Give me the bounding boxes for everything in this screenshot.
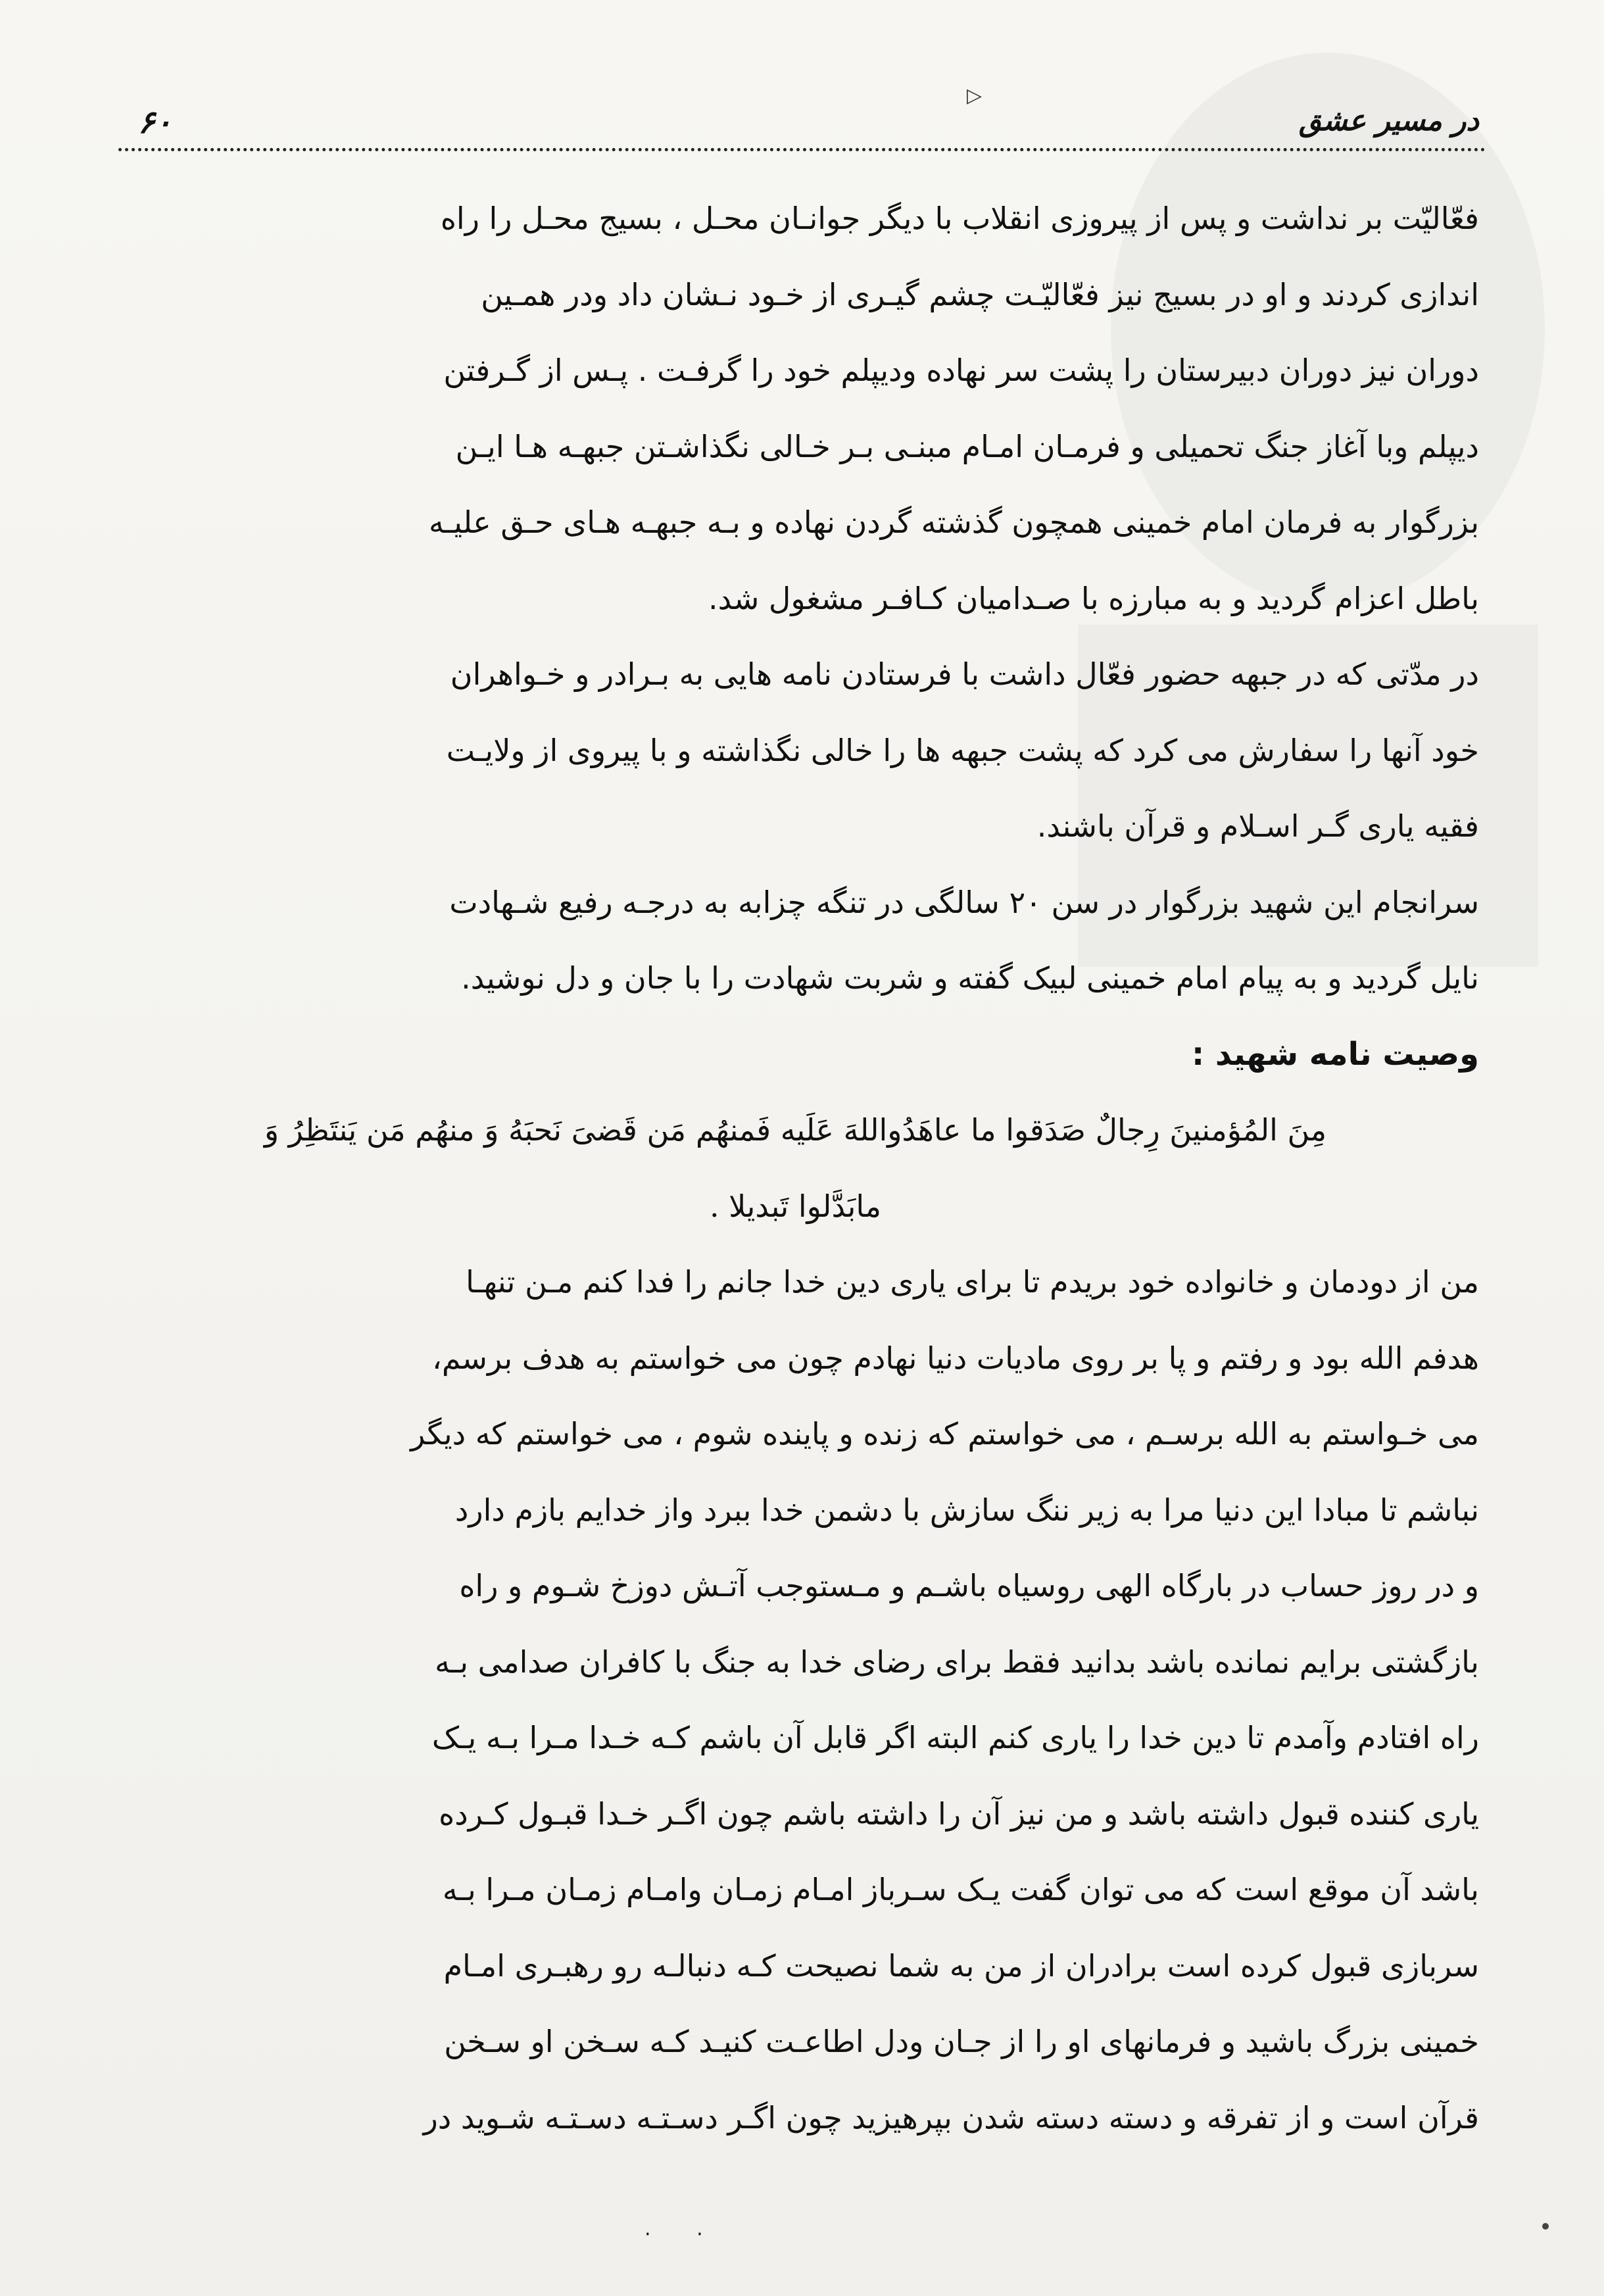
page-body (112, 181, 1479, 2156)
text-line: سرانجام این شهید بزرگوار در سن ۲۰ سالگی در تنگه چزابه به درجـه رفیع شـهادت (449, 884, 1479, 920)
text-line: یاری کننده قبول داشته باشد و من نیز آن را داشته باشم چون اگـر خـدا قبـول کـرده (439, 1795, 1479, 1832)
quran-verse (112, 1092, 1479, 1244)
text-line: فقیه یاری گـر اسـلام و قرآن باشند. (1036, 808, 1479, 844)
text-line: سربازی قبول کرده است برادران از من به شما نصیحت کـه دنبالـه رو رهبـری امـام (443, 1947, 1479, 1984)
scan-speckles: · · (644, 2223, 723, 2246)
text-line: باشد آن موقع است که می توان گفت یـک سـرباز امـام زمـان وامـام زمـان مـرا بـه (442, 1872, 1479, 1907)
text-line: بزرگوار به فرمان امام خمینی همچون گذشته گردن نهاده و بـه جبهـه هـای حـق علیـه (429, 504, 1479, 540)
will-heading: وصیت نامه شهید : (1191, 1035, 1479, 1073)
running-header (118, 99, 1486, 151)
text-line: بازگشتی برایم نمانده باشد بدانید فقط برای رضای خدا به جنگ با کافران صدامی بـه (435, 1644, 1479, 1680)
book-title: در مسیر عشق (1298, 104, 1479, 137)
text-line: دوران نیز دوران دبیرستان را پشت سر نهاده ودیپلم خود را گرفـت . پـس از گـرفتن (443, 353, 1479, 388)
text-line: دیپلم وبا آغاز جنگ تحمیلی و فرمـان امـام مبنـی بـر خـالی نگذاشـتن جبهـه هـا ایـن (455, 428, 1479, 464)
text-line: نباشم تا مبادا این دنیا مرا به زیر ننگ سازش با دشمن خدا ببرد واز خدایم بازم دارد (454, 1492, 1479, 1528)
text-line: من از دودمان و خانواده خود بریدم تا برای یاری دین خدا جانم را فدا کنم مـن تنهـا (466, 1264, 1479, 1300)
text-line: اندازی کردند و او در بسیج نیز فعّالیّـت چشم گیـری از خـود نـشان داد ودر همـین (481, 276, 1479, 312)
verse-line: مِنَ المُؤمنینَ رِجالٌ صَدَقوا ما عاهَدُواللهَ عَلَیه فَمنهُم مَن قَضیَ نَحبَهُ وَ منهُم مَن یَنتَظِرُ وَ (264, 1112, 1327, 1148)
paragraph-martyrdom (112, 865, 1479, 1017)
text-line: در مدّتی که در جبهه حضور فعّال داشت با فرستادن نامه هایی به بـرادر و خـواهران (450, 656, 1479, 692)
paragraph-will (112, 1244, 1479, 2156)
text-line: و در روز حساب در بارگاه الهی روسیاه باشـم و مـستوجب آتـش دوزخ شـوم و راه (459, 1568, 1479, 1603)
text-line: قرآن است و از تفرقه و دسته دسته شدن بپرهیزید چون اگـر دسـتـه دسـتـه شـوید در (423, 2099, 1479, 2136)
text-line: نایل گردید و به پیام امام خمینی لبیک گفته و شربت شهادت را با جان و دل نوشید. (461, 960, 1479, 996)
text-line: راه افتادم وآمدم تا دین خدا را یاری کنم البته اگر قابل آن باشم کـه خـدا مـرا بـه یـک (431, 1720, 1479, 1755)
text-line: فعّالیّت بر نداشت و پس از پیروزی انقلاب با دیگر جوانـان محـل ، بسیج محـل را راه (440, 201, 1479, 236)
paragraph-intro (112, 181, 1479, 637)
paragraph-front (112, 637, 1479, 865)
text-line: می خـواستم به الله برسـم ، می خواستم که زنده و پاینده شوم ، می خواستم که دیگر (410, 1416, 1479, 1452)
text-line: خود آنها را سفارش می کرد که پشت جبهه ها را خالی نگذاشته و با پیروی از ولایـت (446, 732, 1479, 768)
text-line: هدفم الله بود و رفتم و پا بر روی مادیات دنیا نهادم چون می خواستم به هدف برسم، (431, 1340, 1479, 1376)
text-line: خمینی بزرگ باشید و فرمانهای او را از جـان ودل اطاعـت کنیـد کـه سـخن او سـخن (444, 2024, 1479, 2059)
scan-mark-icon: ▷ (967, 84, 983, 107)
text-line: باطل اعزام گردید و به مبارزه با صـدامیان کـافـر مشغول شد. (708, 580, 1479, 616)
verse-line: مابَدَّلوا تَبدیلا . (709, 1188, 882, 1224)
scan-dust-dot (1542, 2223, 1549, 2230)
header-dotted-rule (118, 148, 1486, 151)
page-number: ۶۰ (138, 104, 172, 141)
